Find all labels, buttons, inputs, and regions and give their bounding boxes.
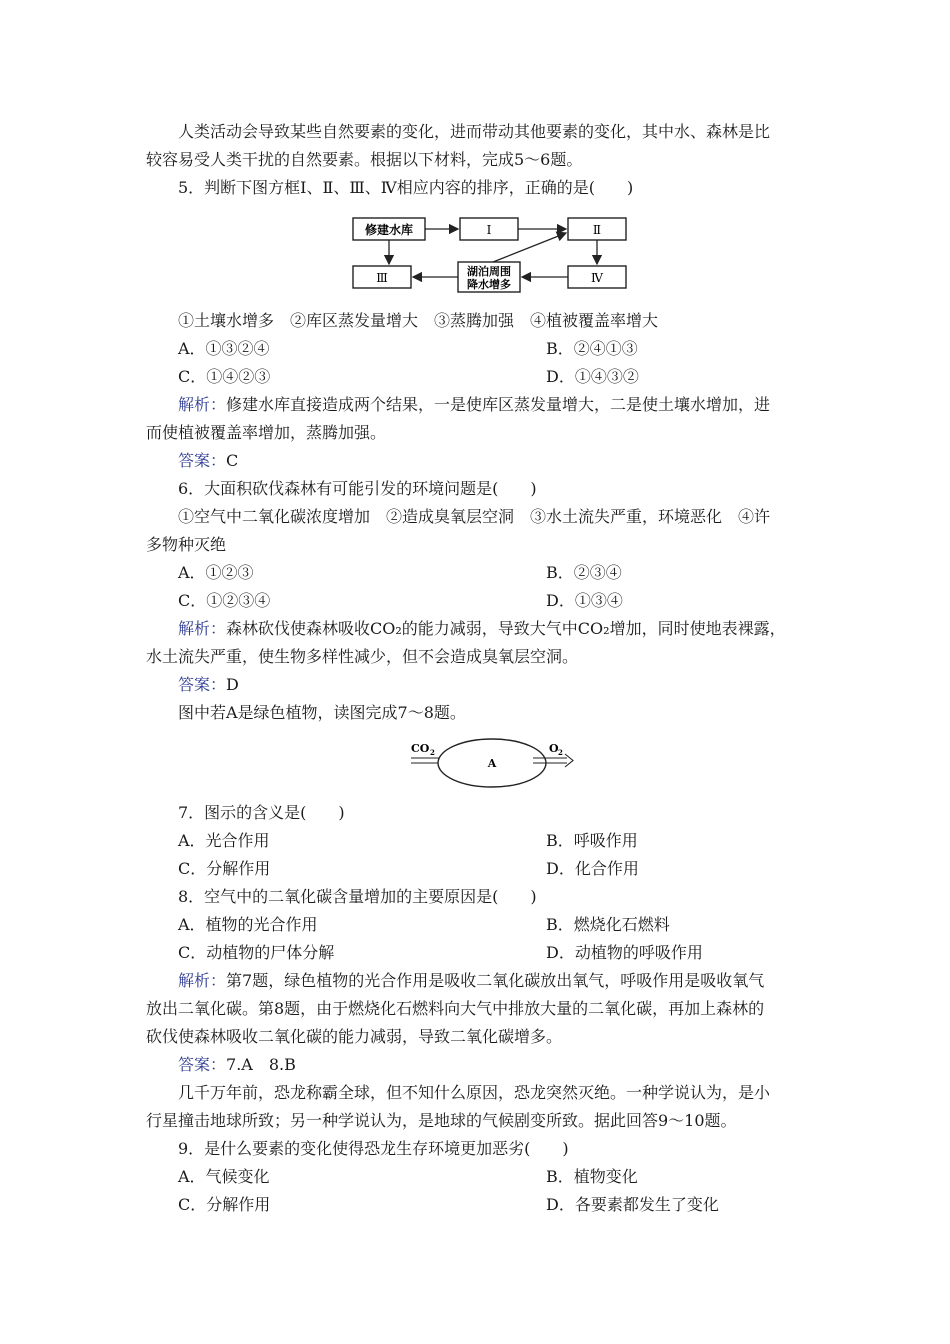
intro-9-10-line1: 几千万年前，恐龙称霸全球，但不知什么原因，恐龙突然灭绝。一种学说认为，是小 bbox=[178, 1083, 771, 1102]
q5-option-a: A．①③②④ bbox=[178, 339, 270, 358]
svg-text:降水增多: 降水增多 bbox=[467, 278, 511, 291]
q8-answer bbox=[178, 1054, 296, 1076]
q9-option-a: A．气候变化 bbox=[178, 1167, 270, 1186]
q7-option-d: D．化合作用 bbox=[546, 859, 639, 878]
q5-flow-diagram bbox=[345, 208, 635, 298]
q6-option-c: C．①②③④ bbox=[178, 591, 271, 610]
q8-option-a: A．植物的光合作用 bbox=[178, 915, 318, 934]
q5-stem: 5．判断下图方框Ⅰ、Ⅱ、Ⅲ、Ⅳ相应内容的排序，正确的是( ) bbox=[178, 178, 634, 197]
q5-items: ①土壤水增多 ②库区蒸发量增大 ③蒸腾加强 ④植被覆盖率增大 bbox=[178, 311, 659, 330]
q6-analysis-text: 森林砍伐使森林吸收CO₂的能力减弱，导致大气中CO₂增加，同时使地表裸露， bbox=[226, 619, 786, 638]
analysis-label: 解析： bbox=[178, 971, 227, 990]
co2-subscript: 2 bbox=[430, 748, 435, 757]
q6-answer-value: D bbox=[226, 675, 239, 694]
q6-option-b: B．②③④ bbox=[546, 563, 622, 582]
q8-analysis-line1 bbox=[178, 970, 764, 992]
plant-a-label: A bbox=[487, 757, 497, 770]
q8-analysis-line3: 砍伐使森林吸收二氧化碳的能力减弱，导致二氧化碳增多。 bbox=[146, 1027, 563, 1046]
box-reservoir bbox=[353, 218, 425, 240]
svg-text:Ⅰ: Ⅰ bbox=[486, 223, 492, 237]
q5-option-b: B．②④①③ bbox=[546, 339, 638, 358]
o2-label: O bbox=[549, 742, 559, 755]
q9-option-b: B．植物变化 bbox=[546, 1167, 638, 1186]
svg-text:湖泊周围: 湖泊周围 bbox=[467, 265, 511, 278]
svg-text:Ⅳ: Ⅳ bbox=[591, 271, 603, 285]
answer-label: 答案： bbox=[178, 675, 227, 694]
q8-option-c: C．动植物的尸体分解 bbox=[178, 943, 335, 962]
analysis-label: 解析： bbox=[178, 619, 227, 638]
q8-option-d: D．动植物的呼吸作用 bbox=[546, 943, 703, 962]
svg-text:Ⅱ: Ⅱ bbox=[592, 223, 602, 237]
intro-9-10-line2: 行星撞击地球所致；另一种学说认为，是地球的气候剧变所致。据此回答9～10题。 bbox=[146, 1111, 737, 1130]
q8-answer-value: 7.A 8.B bbox=[226, 1055, 296, 1074]
q5-answer bbox=[178, 450, 238, 472]
box-2 bbox=[568, 218, 626, 240]
q7-option-c: C．分解作用 bbox=[178, 859, 271, 878]
q6-analysis-line2: 水土流失严重，使生物多样性减少，但不会造成臭氧层空洞。 bbox=[146, 647, 579, 666]
q6-option-a: A．①②③ bbox=[178, 563, 254, 582]
answer-label: 答案： bbox=[178, 451, 227, 470]
o2-subscript: 2 bbox=[558, 748, 563, 757]
q5-option-d: D．①④③② bbox=[546, 367, 639, 386]
box-3 bbox=[353, 266, 411, 288]
q5-analysis-line2: 而使植被覆盖率增加，蒸腾加强。 bbox=[146, 423, 387, 442]
q7-option-b: B．呼吸作用 bbox=[546, 831, 638, 850]
q8-analysis-text: 第7题，绿色植物的光合作用是吸收二氧化碳放出氧气，呼吸作用是吸收氧气 bbox=[226, 971, 765, 990]
q7-stem: 7．图示的含义是( ) bbox=[178, 803, 345, 822]
svg-text:Ⅲ: Ⅲ bbox=[376, 271, 388, 285]
q6-answer bbox=[178, 674, 239, 696]
q6-stem: 6．大面积砍伐森林有可能引发的环境问题是( ) bbox=[178, 479, 537, 498]
q5-analysis-line1 bbox=[178, 394, 770, 416]
answer-label: 答案： bbox=[178, 1055, 227, 1074]
q6-analysis-line1 bbox=[178, 618, 786, 640]
q7-option-a: A．光合作用 bbox=[178, 831, 270, 850]
q9-stem: 9．是什么要素的变化使得恐龙生存环境更加恶劣( ) bbox=[178, 1139, 569, 1158]
q6-items-line1: ①空气中二氧化碳浓度增加 ②造成臭氧层空洞 ③水土流失严重，环境恶化 ④许 bbox=[178, 507, 771, 526]
q6-items-line2: 多物种灭绝 bbox=[146, 535, 227, 554]
intro-5-6-line1: 人类活动会导致某些自然要素的变化，进而带动其他要素的变化，其中水、森林是比 bbox=[178, 122, 771, 141]
analysis-label: 解析： bbox=[178, 395, 227, 414]
box-lake bbox=[458, 262, 520, 292]
q6-option-d: D．①③④ bbox=[546, 591, 623, 610]
photosynthesis-figure bbox=[405, 735, 580, 793]
co2-label: CO bbox=[411, 742, 430, 755]
q5-option-c: C．①④②③ bbox=[178, 367, 271, 386]
box-1 bbox=[460, 218, 518, 240]
q9-option-d: D．各要素都发生了变化 bbox=[546, 1195, 719, 1214]
intro-7-8: 图中若A是绿色植物，读图完成7～8题。 bbox=[178, 703, 466, 722]
svg-text:修建水库: 修建水库 bbox=[364, 223, 414, 237]
intro-5-6-line2: 较容易受人类干扰的自然要素。根据以下材料，完成5～6题。 bbox=[146, 150, 583, 169]
q8-option-b: B．燃烧化石燃料 bbox=[546, 915, 670, 934]
q8-stem: 8．空气中的二氧化碳含量增加的主要原因是( ) bbox=[178, 887, 537, 906]
box-4 bbox=[568, 266, 626, 288]
q5-analysis-text: 修建水库直接造成两个结果，一是使库区蒸发量增大，二是使土壤水增加，进 bbox=[226, 395, 771, 414]
q5-answer-value: C bbox=[226, 451, 239, 470]
q8-analysis-line2: 放出二氧化碳。第8题，由于燃烧化石燃料向大气中排放大量的二氧化碳，再加上森林的 bbox=[146, 999, 765, 1018]
q9-option-c: C．分解作用 bbox=[178, 1195, 271, 1214]
